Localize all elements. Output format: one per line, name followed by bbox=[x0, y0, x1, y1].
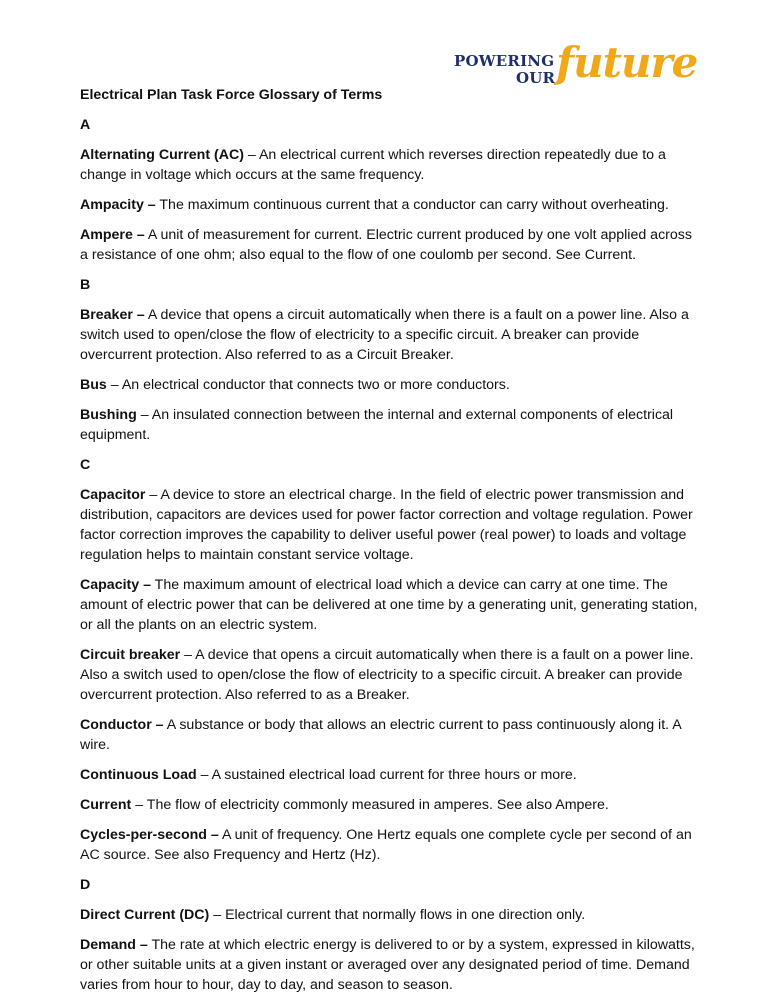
logo-word-our: OUR bbox=[516, 69, 556, 87]
glossary-definition: An electrical conductor that connects two or more conductors. bbox=[121, 377, 510, 393]
glossary-separator: – bbox=[209, 907, 226, 923]
section-letter-c: C bbox=[80, 457, 91, 473]
glossary-entry bbox=[80, 485, 700, 565]
glossary-term: Continuous Load bbox=[80, 767, 197, 783]
glossary-separator: – bbox=[106, 377, 122, 393]
glossary-separator: – bbox=[180, 647, 196, 663]
glossary-entry bbox=[80, 795, 700, 815]
glossary-definition: A unit of measurement for current. Electric current produced by one volt applied across a resistance of one ohm; also equal to the flow of one coulomb per second. See Current. bbox=[80, 227, 692, 263]
glossary-definition: An electrical current which reverses direction repeatedly due to a change in voltage which occurs at the same frequency. bbox=[80, 147, 666, 183]
glossary-entry bbox=[80, 935, 700, 995]
glossary-definition: The maximum amount of electrical load which a device can carry at one time. The amount of electric power that can be delivered at one time by a generating unit, generating station, or all the plants on an electric system. bbox=[80, 577, 698, 633]
glossary-term: Cycles-per-second – bbox=[80, 827, 219, 843]
glossary-term: Direct Current (DC) bbox=[80, 907, 210, 923]
glossary-definition: The flow of electricity commonly measured in amperes. See also Ampere. bbox=[146, 797, 609, 813]
glossary-term: Bushing bbox=[80, 407, 137, 423]
glossary-entry bbox=[80, 715, 700, 755]
glossary-term: Demand – bbox=[80, 937, 148, 953]
glossary-entry bbox=[80, 645, 700, 705]
glossary-term: Alternating Current (AC) bbox=[80, 147, 244, 163]
glossary-term: Capacity – bbox=[80, 577, 151, 593]
glossary-term: Circuit breaker bbox=[80, 647, 181, 663]
glossary-entry bbox=[80, 825, 700, 865]
glossary-definition: A unit of frequency. One Hertz equals one complete cycle per second of an AC source. See also Frequency and Hertz (Hz). bbox=[80, 827, 692, 863]
glossary-definition: The maximum continuous current that a conductor can carry without overheating. bbox=[159, 197, 669, 213]
glossary-definition: A device that opens a circuit automatically when there is a fault on a power line. Also a switch used to open/close the flow of electricity to a specific circuit. A breaker can provide overcurrent protection. Also referred to as a Breaker. bbox=[80, 647, 694, 703]
glossary-term: Conductor – bbox=[80, 717, 164, 733]
section-letter-d: D bbox=[80, 877, 91, 893]
glossary-term: Breaker – bbox=[80, 307, 145, 323]
glossary-definition: Electrical current that normally flows in one direction only. bbox=[225, 907, 586, 923]
glossary-content bbox=[80, 85, 700, 1005]
glossary-term: Current bbox=[80, 797, 132, 813]
document-title: Electrical Plan Task Force Glossary of Terms bbox=[80, 87, 383, 103]
glossary-separator: – bbox=[243, 147, 259, 163]
glossary-term: Bus bbox=[80, 377, 107, 393]
glossary-separator: – bbox=[131, 797, 147, 813]
section-letter-b: B bbox=[80, 277, 91, 293]
glossary-entry bbox=[80, 405, 700, 445]
glossary-separator: – bbox=[136, 407, 152, 423]
logo-word-future: future bbox=[556, 38, 698, 87]
glossary-entry bbox=[80, 905, 700, 925]
logo-word-powering: POWERING bbox=[454, 52, 555, 70]
glossary-term: Ampacity – bbox=[80, 197, 156, 213]
glossary-definition: A device to store an electrical charge. In the field of electric power transmission and distribution, capacitors are devices used for power factor correction and voltage regulation. Power factor correction improves the capability to deliver useful power (real power) to loads and voltage regulation helps to maintain constant service voltage. bbox=[80, 487, 693, 563]
glossary-definition: The rate at which electric energy is delivered to or by a system, expressed in kilowatts, or other suitable units at a given instant or averaged over any designated period of time. Demand varies from hour to hour, day to day, and season to season. bbox=[80, 937, 695, 993]
glossary-definition: An insulated connection between the internal and external components of electrical equipment. bbox=[80, 407, 674, 443]
glossary-entry bbox=[80, 765, 700, 785]
glossary-separator: – bbox=[145, 487, 161, 503]
glossary-entry bbox=[80, 305, 700, 365]
glossary-entry bbox=[80, 575, 700, 635]
glossary-entry bbox=[80, 375, 700, 395]
glossary-definition: A sustained electrical load current for three hours or more. bbox=[211, 767, 577, 783]
glossary-entry bbox=[80, 195, 700, 215]
section-letter-a: A bbox=[80, 117, 91, 133]
glossary-separator: – bbox=[196, 767, 212, 783]
glossary-term: Ampere – bbox=[80, 227, 145, 243]
glossary-definition: A device that opens a circuit automatically when there is a fault on a power line. Also a switch used to open/close the flow of electricity to a specific circuit. A breaker can provide overcurrent protection. Also referred to as a Circuit Breaker. bbox=[80, 307, 689, 363]
glossary-entry bbox=[80, 145, 700, 185]
glossary-term: Capacitor bbox=[80, 487, 146, 503]
glossary-definition: A substance or body that allows an electric current to pass continuously along it. A wire. bbox=[80, 717, 681, 753]
glossary-entry bbox=[80, 225, 700, 265]
